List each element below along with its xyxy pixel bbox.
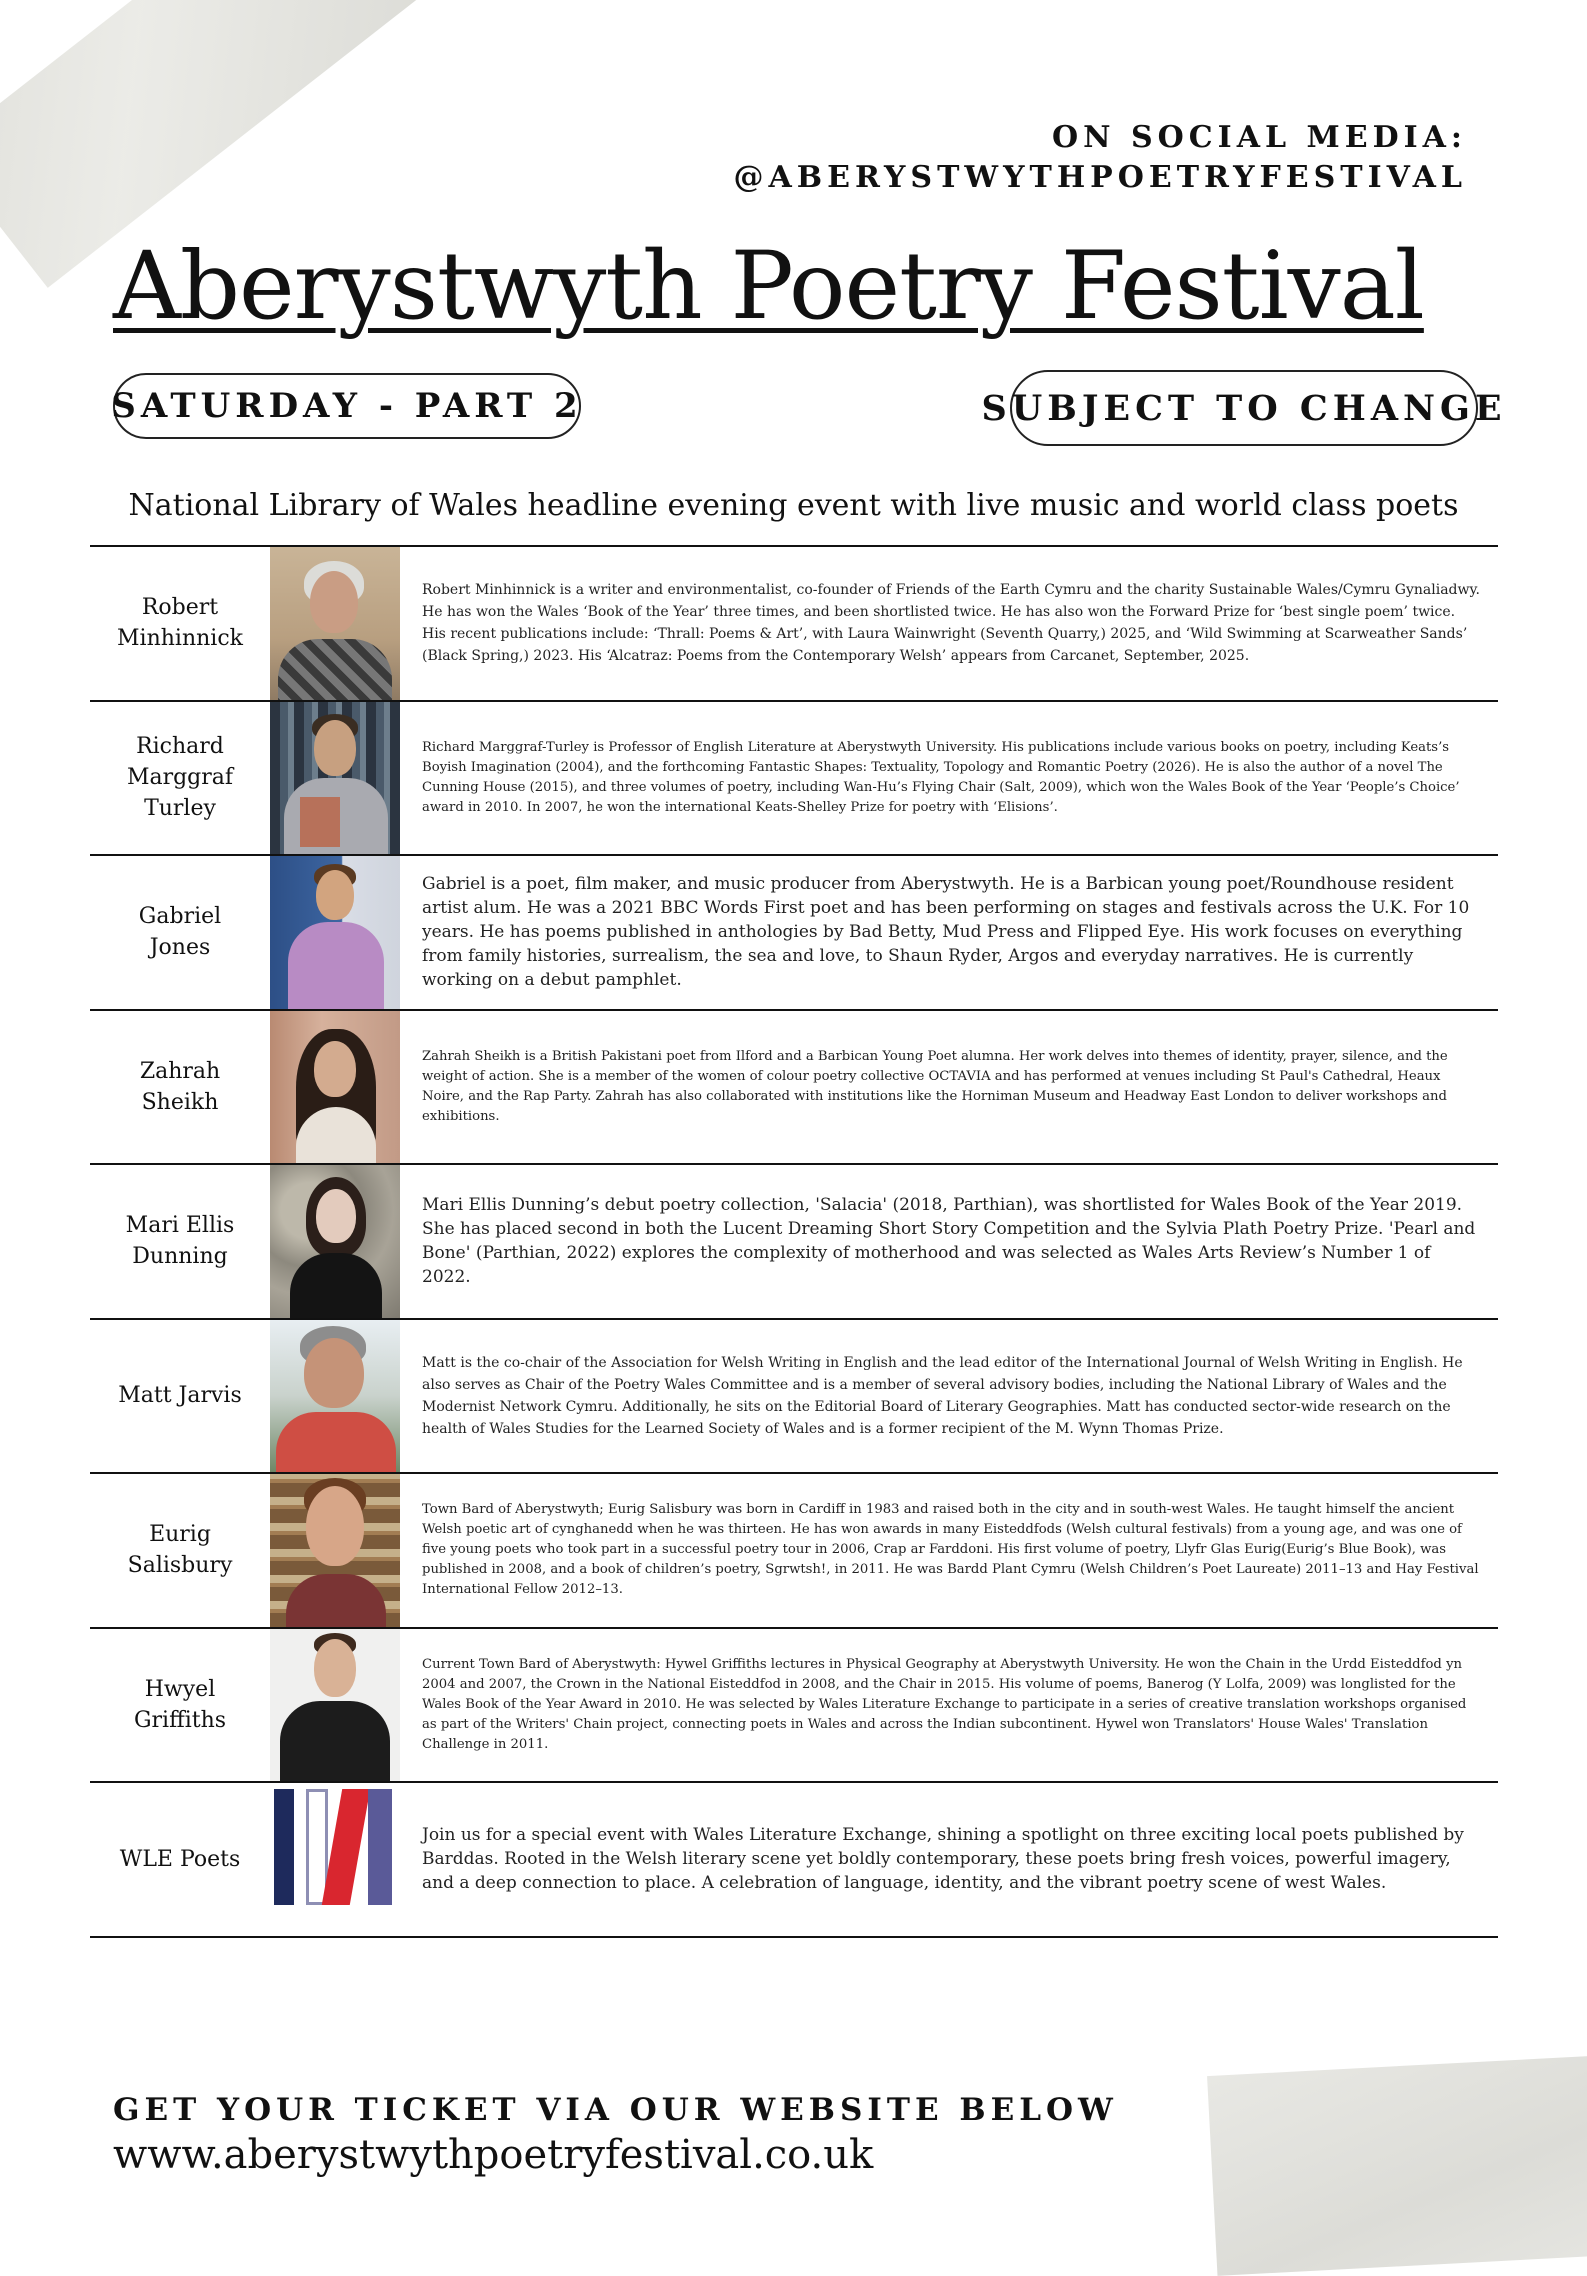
notice-badge: SUBJECT TO CHANGE — [1010, 370, 1478, 446]
poet-row — [90, 1474, 1498, 1629]
social-media-handle — [733, 118, 1467, 198]
poet-row — [90, 702, 1498, 857]
poet-row — [90, 1165, 1498, 1320]
poet-name: Gabriel Jones — [138, 904, 222, 961]
social-handle: @ABERYSTWYTHPOETRYFESTIVAL — [733, 160, 1467, 195]
poet-name: Hwyel Griffiths — [133, 1676, 227, 1733]
poet-name: Eurig Salisbury — [127, 1522, 233, 1579]
website-link[interactable]: www.aberystwythpoetryfestival.co.uk — [113, 2132, 874, 2178]
event-subtitle: National Library of Wales headline evening event with live music and world class poets — [128, 488, 1459, 523]
poet-photo — [270, 547, 400, 700]
poet-photo — [270, 1011, 400, 1164]
poet-row — [90, 1320, 1498, 1475]
poet-row — [90, 1629, 1498, 1784]
poets-table — [90, 545, 1498, 1938]
poet-photo — [270, 1629, 400, 1782]
poet-bio: Gabriel is a poet, film maker, and music producer from Aberystwyth. He is a Barbican young poet/Roundhouse resident artist alum. He was a 2021 BBC Words First poet and has been performing on stages and festivals across the U.K. For 10 years. He has poems published in anthologies by Bad Betty, Mud Press and Flipped Eye. His work focuses on everything from family histories, surrealism, the sea and love, to Shaun Ryder, Argos and everyday narratives. He is currently working on a debut pamphlet. — [422, 874, 1470, 991]
day-badge: SATURDAY - PART 2 — [113, 373, 581, 439]
poet-name: WLE Poets — [119, 1846, 241, 1872]
ticket-cta: GET YOUR TICKET VIA OUR WEBSITE BELOW — [113, 2092, 1118, 2128]
poet-photo — [270, 1165, 400, 1318]
social-label: ON SOCIAL MEDIA: — [1052, 120, 1467, 155]
poet-bio: Zahrah Sheikh is a British Pakistani poet from Ilford and a Barbican Young Poet alumna. Her work delves into themes of identity, prayer, silence, and the weight of action. She is a member of the women of colour poetry collective OCTAVIA and has performed at venues including St Paul's Cathedral, Heaux Noire, and the Rap Party. Zahrah has also collaborated with institutions like the Horniman Museum and Headway East London to deliver workshops and exhibitions. — [422, 1048, 1448, 1124]
poet-photo — [270, 856, 400, 1009]
poet-bio: Mari Ellis Dunning’s debut poetry collection, 'Salacia' (2018, Parthian), was shortlisted for Wales Book of the Year 2019. She has placed second in both the Lucent Dreaming Short Story Competition and the Sylvia Plath Poetry Prize. 'Pearl and Bone' (Parthian, 2022) explores the complexity of motherhood and was selected as Wales Arts Review’s Number 1 of 2022. — [422, 1195, 1476, 1288]
poet-photo — [270, 1320, 400, 1473]
poet-bio: Matt is the co-chair of the Association for Welsh Writing in English and the lead editor of the International Journal of Welsh Writing in English. He also serves as Chair of the Poetry Wales Committee and is a member of several advisory bodies, including the National Library of Wales and the Modernist Network Cymru. Additionally, he sits on the Editorial Board of Literary Geographies. Matt has conducted sector-wide research on the health of Wales Studies for the Learned Society of Wales and is a former recipient of the M. Wynn Thomas Prize. — [422, 1354, 1463, 1437]
poet-bio: Current Town Bard of Aberystwyth: Hywel Griffiths lectures in Physical Geography at Aberystwyth University. He won the Chain in the Urdd Eisteddfod yn 2004 and 2007, the Crown in the National Eisteddfod in 2008, and the Chair in 2015. His volume of poems, Banerog (Y Lolfa, 2009) was longlisted for the Wales Book of the Year Award in 2010. He was selected by Wales Literature Exchange to participate in a series of creative translation workshops organised as part of the Writers' Chain project, connecting poets in Wales and across the Indian subcontinent. Hywel won Translators' House Wales' Translation Challenge in 2011. — [422, 1656, 1467, 1752]
poet-row — [90, 1011, 1498, 1166]
poet-name: Mari Ellis Dunning — [125, 1213, 235, 1270]
poet-name: Zahrah Sheikh — [139, 1058, 221, 1115]
poet-row — [90, 1783, 1498, 1938]
poet-name: Matt Jarvis — [118, 1383, 242, 1409]
poet-photo — [270, 702, 400, 855]
poet-name: Robert Minhinnick — [117, 595, 243, 652]
poet-row — [90, 856, 1498, 1011]
poet-bio: Town Bard of Aberystwyth; Eurig Salisbury was born in Cardiff in 1983 and raised both in the city and in south-west Wales. He taught himself the ancient Welsh poetic art of cynghanedd when he was thirteen. He has won awards in many Eisteddfods (Welsh cultural festivals) from a young age, and was one of five young poets who took part in a successful poetry tour in 2006, Crap ar Farddoni. His first volume of poetry, Llyfr Glas Eurig(Eurig’s Blue Book), was published in 2008, and a book of children’s poetry, Sgrwtsh!, in 2011. He was Bardd Plant Cymru (Welsh Children’s Poet Laureate) 2011–13 and Hay Festival International Fellow 2012–13. — [422, 1502, 1479, 1598]
poet-photo — [270, 1474, 400, 1627]
poet-bio: Richard Marggraf-Turley is Professor of English Literature at Aberystwyth University. His publications include various books on poetry, including Keats’s Boyish Imagination (2004), and the forthcoming Fantastic Shapes: Textuality, Topology and Romantic Poetry (2026). He is also the author of a novel The Cunning House (2015), and three volumes of poetry, including Wan-Hu’s Flying Chair (Salt, 2009), which won the Wales Book of the Year ‘People’s Choice’ award in 2010. In 2007, he won the international Keats-Shelley Prize for poetry with ‘Elisions’. — [422, 739, 1460, 815]
poet-bio: Robert Minhinnick is a writer and environmentalist, co-founder of Friends of the Earth Cymru and the charity Sustainable Wales/Cymru Gynaliadwy. He has won the Wales ‘Book of the Year’ three times, and been shortlisted twice. He has also won the Forward Prize for ‘best single poem’ twice. His recent publications include: ‘Thrall: Poems & Art’, with Laura Wainwright (Seventh Quarry,) 2025, and ‘Wild Swimming at Scarweather Sands’ (Black Spring,) 2023. His ‘Alcatraz: Poems from the Contemporary Welsh’ appears from Carcanet, September, 2025. — [422, 582, 1480, 665]
wle-logo — [270, 1783, 400, 1936]
poet-row — [90, 547, 1498, 702]
poet-bio: Join us for a special event with Wales Literature Exchange, shining a spotlight on three exciting local poets published by Barddas. Rooted in the Welsh literary scene yet boldly contemporary, these poets bring fresh voices, powerful imagery, and a deep connection to place. A celebration of language, identity, and the vibrant poetry scene of west Wales. — [422, 1825, 1464, 1894]
decorative-tape-bottom-right — [1207, 2054, 1587, 2276]
page-title: Aberystwyth Poetry Festival — [113, 232, 1424, 341]
poet-name: Richard Marggraf Turley — [126, 734, 234, 822]
